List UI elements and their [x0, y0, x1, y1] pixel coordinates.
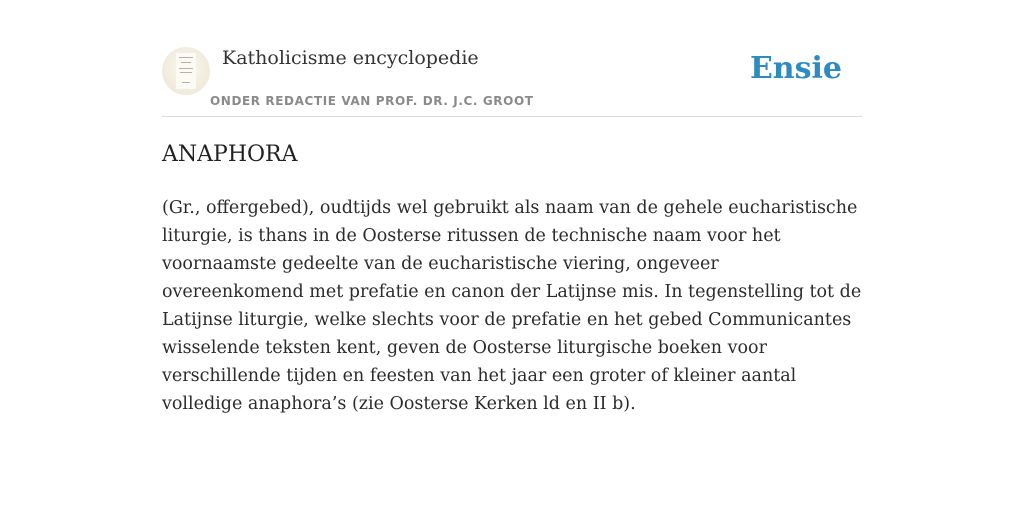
book-cover-avatar[interactable] [162, 47, 210, 95]
ensie-logo-link[interactable]: Ensie [749, 51, 842, 86]
site-header [162, 40, 862, 117]
book-editor: ONDER REDACTIE VAN PROF. DR. J.C. GROOT [210, 94, 534, 108]
article [162, 140, 862, 418]
book-cover-line [182, 82, 190, 83]
book-cover-line [179, 57, 193, 58]
book-cover-line [180, 72, 192, 73]
book-title[interactable]: Katholicisme encyclopedie [222, 47, 479, 69]
book-cover-line [179, 68, 193, 69]
article-title: ANAPHORA [162, 142, 298, 167]
article-body: (Gr., offergebed), oudtijds wel gebruikt als naam van de gehele eucharistische liturgie, is thans in de Oosterse ritussen de technische naam voor het voornaamste gedeelte van de eucharistische viering, ongeveer overeenkomend met prefatie en canon der Latijnse mis. In tegenstelling tot de Latijnse liturgie, welke slechts voor de prefatie en het gebed Communicantes wisselende teksten kent, geven de Oosterse liturgische boeken voor verschillende tijden en feesten van het jaar een groter of kleiner aantal volledige anaphora’s (zie Oosterse Kerken ld en II b). [162, 198, 862, 414]
book-cover-line [181, 62, 191, 63]
book-cover-page [176, 53, 196, 89]
